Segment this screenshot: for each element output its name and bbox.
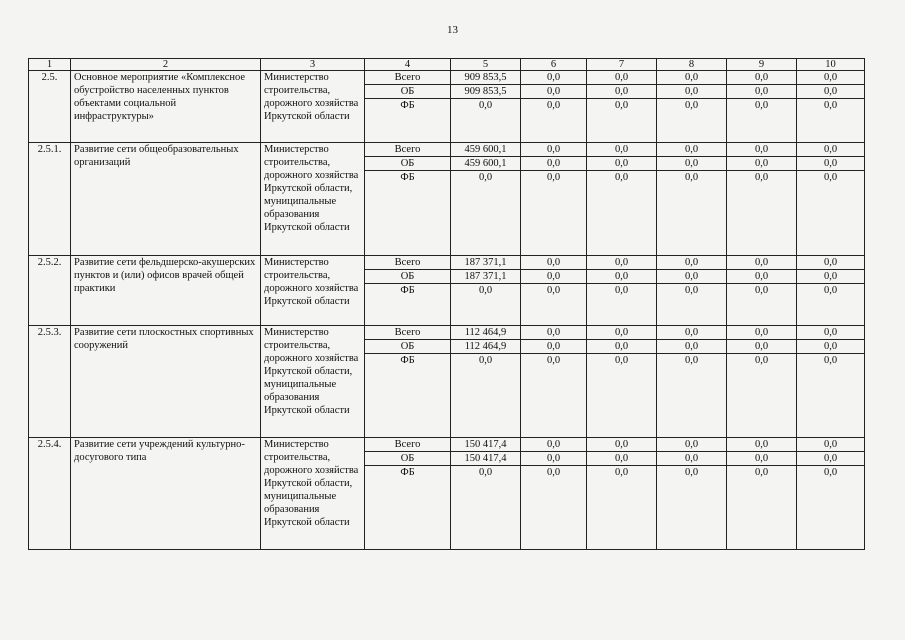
funding-value: 0,0 — [587, 99, 657, 143]
funding-value: 0,0 — [797, 171, 865, 256]
funding-value: 0,0 — [657, 354, 727, 438]
funding-value: 0,0 — [521, 354, 587, 438]
funding-value: 0,0 — [797, 270, 865, 284]
funding-value: 0,0 — [451, 171, 521, 256]
funding-value: 0,0 — [797, 452, 865, 466]
funding-value: 0,0 — [521, 99, 587, 143]
column-number-row — [29, 59, 865, 71]
funding-source: ФБ — [365, 99, 451, 143]
funding-value: 0,0 — [521, 340, 587, 354]
funding-value: 0,0 — [587, 143, 657, 157]
budget-table — [28, 58, 865, 550]
funding-value: 0,0 — [727, 143, 797, 157]
column-header: 1 — [29, 59, 71, 71]
funding-value: 0,0 — [657, 171, 727, 256]
executor: Министерство строительства, дорожного хозяйства Иркутской области, муниципальные образования Иркутской области — [261, 326, 365, 438]
funding-value: 0,0 — [587, 452, 657, 466]
funding-value: 0,0 — [797, 438, 865, 452]
funding-value: 0,0 — [727, 354, 797, 438]
funding-value: 0,0 — [521, 466, 587, 550]
funding-value: 0,0 — [657, 157, 727, 171]
funding-value: 0,0 — [727, 340, 797, 354]
funding-value: 0,0 — [521, 71, 587, 85]
column-header: 6 — [521, 59, 587, 71]
funding-value: 0,0 — [587, 85, 657, 99]
funding-value: 0,0 — [521, 171, 587, 256]
funding-value: 0,0 — [797, 354, 865, 438]
funding-value: 0,0 — [451, 354, 521, 438]
funding-value: 150 417,4 — [451, 438, 521, 452]
funding-value: 0,0 — [587, 326, 657, 340]
activity-name: Основное мероприятие «Комплексное обустройство населенных пунктов объектами социальной инфраструктуры» — [71, 71, 261, 143]
funding-value: 0,0 — [727, 256, 797, 270]
funding-value: 0,0 — [451, 284, 521, 326]
funding-value: 187 371,1 — [451, 270, 521, 284]
funding-source: Всего — [365, 143, 451, 157]
funding-value: 0,0 — [587, 438, 657, 452]
table-row — [29, 256, 865, 270]
funding-value: 909 853,5 — [451, 71, 521, 85]
funding-value: 0,0 — [521, 452, 587, 466]
funding-value: 0,0 — [797, 256, 865, 270]
executor: Министерство строительства, дорожного хозяйства Иркутской области — [261, 71, 365, 143]
funding-value: 0,0 — [451, 466, 521, 550]
funding-value: 0,0 — [797, 143, 865, 157]
column-header: 2 — [71, 59, 261, 71]
funding-value: 0,0 — [727, 270, 797, 284]
funding-value: 0,0 — [797, 71, 865, 85]
funding-source: Всего — [365, 326, 451, 340]
funding-value: 0,0 — [727, 284, 797, 326]
funding-value: 0,0 — [657, 270, 727, 284]
funding-value: 0,0 — [657, 452, 727, 466]
funding-value: 0,0 — [657, 438, 727, 452]
column-header: 5 — [451, 59, 521, 71]
funding-value: 0,0 — [587, 354, 657, 438]
funding-source: ОБ — [365, 85, 451, 99]
funding-value: 150 417,4 — [451, 452, 521, 466]
column-header: 8 — [657, 59, 727, 71]
column-header: 4 — [365, 59, 451, 71]
activity-name: Развитие сети учреждений культурно-досугового типа — [71, 438, 261, 550]
page-number: 13 — [447, 24, 458, 36]
table-row — [29, 143, 865, 157]
funding-value: 0,0 — [797, 99, 865, 143]
table-row — [29, 438, 865, 452]
executor: Министерство строительства, дорожного хозяйства Иркутской области, муниципальные образования Иркутской области — [261, 143, 365, 256]
column-header: 3 — [261, 59, 365, 71]
funding-value: 0,0 — [521, 85, 587, 99]
table-row — [29, 71, 865, 85]
funding-value: 0,0 — [727, 452, 797, 466]
funding-value: 0,0 — [521, 157, 587, 171]
funding-source: ОБ — [365, 340, 451, 354]
funding-value: 0,0 — [587, 157, 657, 171]
funding-value: 0,0 — [657, 256, 727, 270]
funding-source: ОБ — [365, 270, 451, 284]
funding-source: ФБ — [365, 354, 451, 438]
funding-source: ОБ — [365, 157, 451, 171]
funding-value: 0,0 — [587, 340, 657, 354]
funding-value: 0,0 — [521, 143, 587, 157]
funding-value: 187 371,1 — [451, 256, 521, 270]
funding-value: 459 600,1 — [451, 157, 521, 171]
funding-value: 0,0 — [521, 326, 587, 340]
funding-value: 0,0 — [521, 438, 587, 452]
funding-value: 0,0 — [587, 284, 657, 326]
funding-value: 0,0 — [657, 340, 727, 354]
funding-value: 0,0 — [657, 466, 727, 550]
row-number: 2.5.4. — [29, 438, 71, 550]
activity-name: Развитие сети общеобразовательных организаций — [71, 143, 261, 256]
funding-value: 0,0 — [657, 99, 727, 143]
funding-source: ФБ — [365, 171, 451, 256]
funding-value: 0,0 — [521, 284, 587, 326]
funding-value: 0,0 — [451, 99, 521, 143]
funding-value: 909 853,5 — [451, 85, 521, 99]
funding-source: ФБ — [365, 466, 451, 550]
table-body — [29, 71, 865, 550]
funding-value: 0,0 — [727, 99, 797, 143]
funding-value: 0,0 — [657, 326, 727, 340]
funding-value: 0,0 — [657, 284, 727, 326]
funding-value: 0,0 — [727, 171, 797, 256]
column-header: 10 — [797, 59, 865, 71]
funding-value: 0,0 — [797, 284, 865, 326]
funding-source: Всего — [365, 71, 451, 85]
funding-value: 0,0 — [797, 157, 865, 171]
funding-value: 0,0 — [797, 326, 865, 340]
funding-source: Всего — [365, 256, 451, 270]
funding-value: 0,0 — [657, 143, 727, 157]
funding-value: 0,0 — [797, 466, 865, 550]
funding-source: ФБ — [365, 284, 451, 326]
row-number: 2.5.2. — [29, 256, 71, 326]
funding-value: 0,0 — [587, 71, 657, 85]
funding-value: 0,0 — [587, 270, 657, 284]
activity-name: Развитие сети плоскостных спортивных сооружений — [71, 326, 261, 438]
funding-value: 0,0 — [587, 256, 657, 270]
row-number: 2.5.3. — [29, 326, 71, 438]
funding-value: 0,0 — [657, 71, 727, 85]
column-header: 9 — [727, 59, 797, 71]
funding-value: 0,0 — [657, 85, 727, 99]
funding-value: 0,0 — [727, 438, 797, 452]
funding-value: 0,0 — [797, 85, 865, 99]
funding-value: 0,0 — [797, 340, 865, 354]
funding-value: 0,0 — [727, 85, 797, 99]
funding-source: ОБ — [365, 452, 451, 466]
funding-value: 0,0 — [727, 326, 797, 340]
funding-value: 0,0 — [587, 466, 657, 550]
executor: Министерство строительства, дорожного хозяйства Иркутской области — [261, 256, 365, 326]
table-row — [29, 326, 865, 340]
executor: Министерство строительства, дорожного хозяйства Иркутской области, муниципальные образования Иркутской области — [261, 438, 365, 550]
funding-value: 112 464,9 — [451, 326, 521, 340]
funding-source: Всего — [365, 438, 451, 452]
funding-value: 112 464,9 — [451, 340, 521, 354]
funding-value: 459 600,1 — [451, 143, 521, 157]
funding-value: 0,0 — [587, 171, 657, 256]
funding-value: 0,0 — [727, 71, 797, 85]
funding-value: 0,0 — [727, 466, 797, 550]
column-header: 7 — [587, 59, 657, 71]
funding-value: 0,0 — [727, 157, 797, 171]
row-number: 2.5. — [29, 71, 71, 143]
funding-value: 0,0 — [521, 256, 587, 270]
activity-name: Развитие сети фельдшерско-акушерских пунктов и (или) офисов врачей общей практики — [71, 256, 261, 326]
row-number: 2.5.1. — [29, 143, 71, 256]
funding-value: 0,0 — [521, 270, 587, 284]
